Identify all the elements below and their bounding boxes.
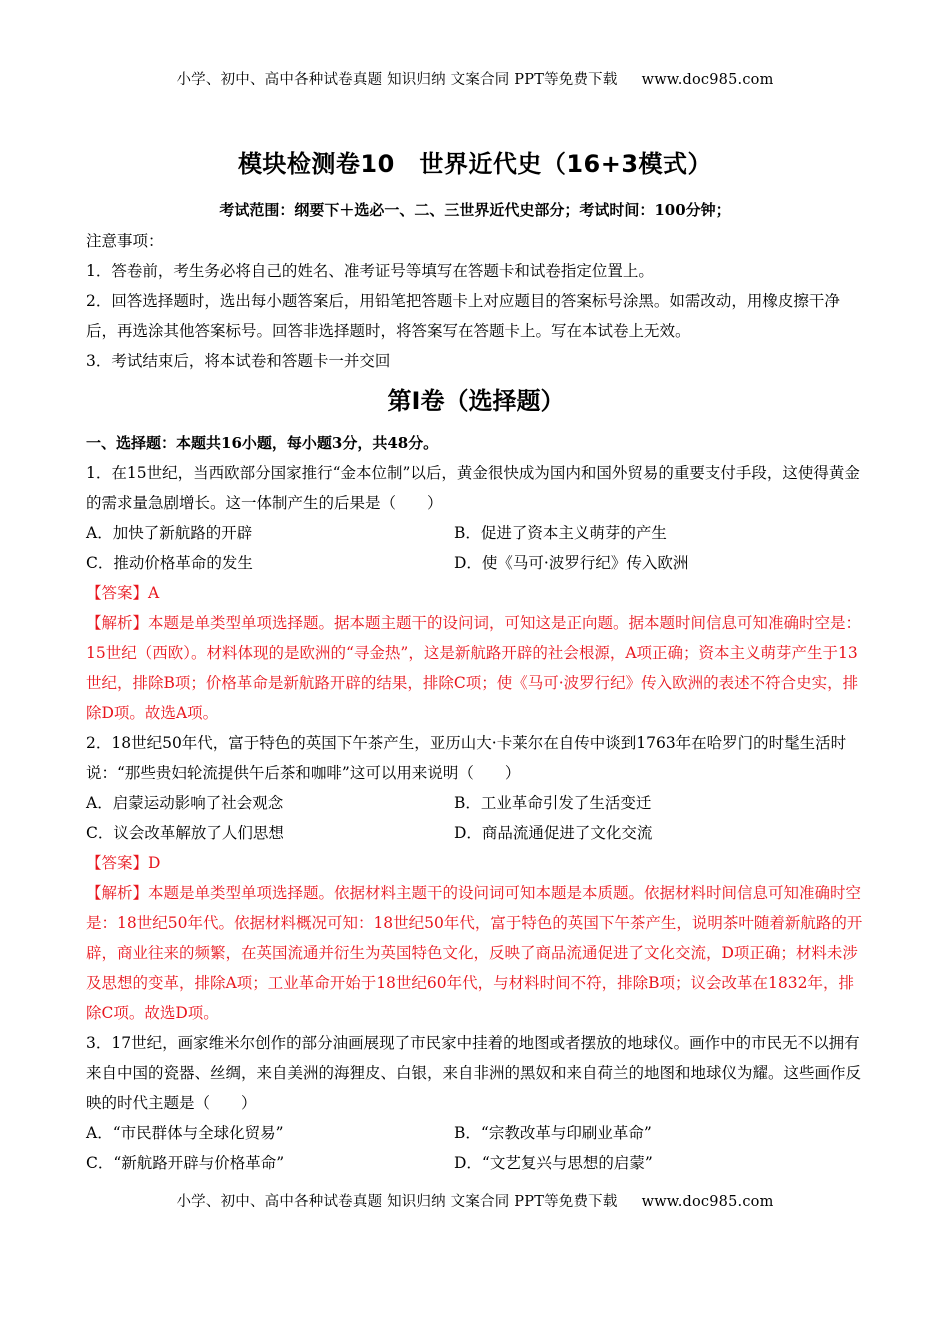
exam-content (86, 226, 866, 1178)
notice-item-3: 3．考试结束后，将本试卷和答题卡一并交回 (86, 352, 391, 370)
exam-subtitle: 考试范围：纲要下＋选必一、二、三世界近代史部分；考试时间：100分钟； (219, 201, 731, 219)
option-b: B．工业革命引发了生活变迁 (454, 794, 652, 812)
page-footer (0, 1190, 950, 1211)
option-d: D．“文艺复兴与思想的启蒙” (454, 1154, 653, 1172)
question-options (86, 1118, 866, 1178)
question-1 (86, 458, 866, 728)
option-c: C．议会改革解放了人们思想 (86, 824, 284, 842)
option-c: C．推动价格革命的发生 (86, 554, 253, 572)
question-stem: 2．18世纪50年代，富于特色的英国下午茶产生，亚历山大·卡莱尔在自传中谈到1763年在哈罗门的时髦生活时说：“那些贵妇轮流提供午后茶和咖啡”这可以用来说明（ ） (86, 734, 847, 782)
analysis: 【解析】本题是单类型单项选择题。据本题主题干的设问词，可知这是正向题。据本题时间信息可知准确时空是：15世纪（西欧）。材料体现的是欧洲的“寻金热”，这是新航路开辟的社会根源，A项正确；资本主义萌芽产生于13世纪，排除B项；价格革命是新航路开辟的结果，排除C项；使《马可·波罗行纪》传入欧洲的表述不符合史实，排除D项。故选A项。 (86, 614, 862, 722)
analysis: 【解析】本题是单类型单项选择题。依据材料主题干的设问词可知本题是本质题。依据材料时间信息可知准确时空是：18世纪50年代。依据材料概况可知：18世纪50年代，富于特色的英国下午茶产生，说明茶叶随着新航路的开辟，商业往来的频繁，在英国流通并衍生为英国特色文化，反映了商品流通促进了文化交流，D项正确；材料未涉及思想的变革，排除A项；工业革命开始于18世纪60年代，与材料时间不符，排除B项；议会改革在1832年，排除C项。故选D项。 (86, 884, 863, 1022)
option-b: B．“宗教改革与印刷业革命” (454, 1124, 652, 1142)
question-2 (86, 728, 866, 1028)
notice-item-2: 2．回答选择题时，选出每小题答案后，用铅笔把答题卡上对应题目的答案标号涂黑。如需改动，用橡皮擦干净后，再选涂其他答案标号。回答非选择题时，将答案写在答题卡上。写在本试卷上无效。 (86, 292, 840, 340)
option-c: C．“新航路开辟与价格革命” (86, 1154, 285, 1172)
question-options (86, 788, 866, 848)
footer-site-link[interactable]: www.doc985.com (641, 1194, 774, 1210)
part-heading: 一、选择题：本题共16小题，每小题3分，共48分。 (86, 434, 439, 452)
section-title: 第I卷（选择题） (387, 387, 565, 415)
option-d: D．使《马可·波罗行纪》传入欧洲 (454, 554, 689, 572)
notice-heading: 注意事项： (86, 232, 164, 250)
answer: 【答案】D (86, 854, 161, 872)
option-b: B．促进了资本主义萌芽的产生 (454, 524, 667, 542)
header-site-link[interactable]: www.doc985.com (641, 72, 774, 88)
option-a: A．启蒙运动影响了社会观念 (86, 794, 284, 812)
answer: 【答案】A (86, 584, 160, 602)
header-text: 小学、初中、高中各种试卷真题 知识归纳 文案合同 PPT等免费下载 (176, 72, 618, 88)
footer-text: 小学、初中、高中各种试卷真题 知识归纳 文案合同 PPT等免费下载 (176, 1194, 618, 1210)
question-stem: 1．在15世纪，当西欧部分国家推行“金本位制”以后，黄金很快成为国内和国外贸易的重要支付手段，这使得黄金的需求量急剧增长。这一体制产生的后果是（ ） (86, 464, 860, 512)
question-options (86, 518, 866, 578)
option-a: A．“市民群体与全球化贸易” (86, 1124, 284, 1142)
exam-title: 模块检测卷10 世界近代史（16+3模式） (237, 150, 713, 178)
page-header (0, 68, 950, 89)
notice-item-1: 1．答卷前，考生务必将自己的姓名、准考证号等填写在答题卡和试卷指定位置上。 (86, 262, 654, 280)
question-3 (86, 1028, 866, 1178)
question-stem: 3．17世纪，画家维米尔创作的部分油画展现了市民家中挂着的地图或者摆放的地球仪。画作中的市民无不以拥有来自中国的瓷器、丝绸，来自美洲的海狸皮、白银，来自非洲的黑奴和来自荷兰的地图和地球仪为耀。这些画作反映的时代主题是（ ） (86, 1034, 862, 1112)
option-d: D．商品流通促进了文化交流 (454, 824, 653, 842)
option-a: A．加快了新航路的开辟 (86, 524, 253, 542)
